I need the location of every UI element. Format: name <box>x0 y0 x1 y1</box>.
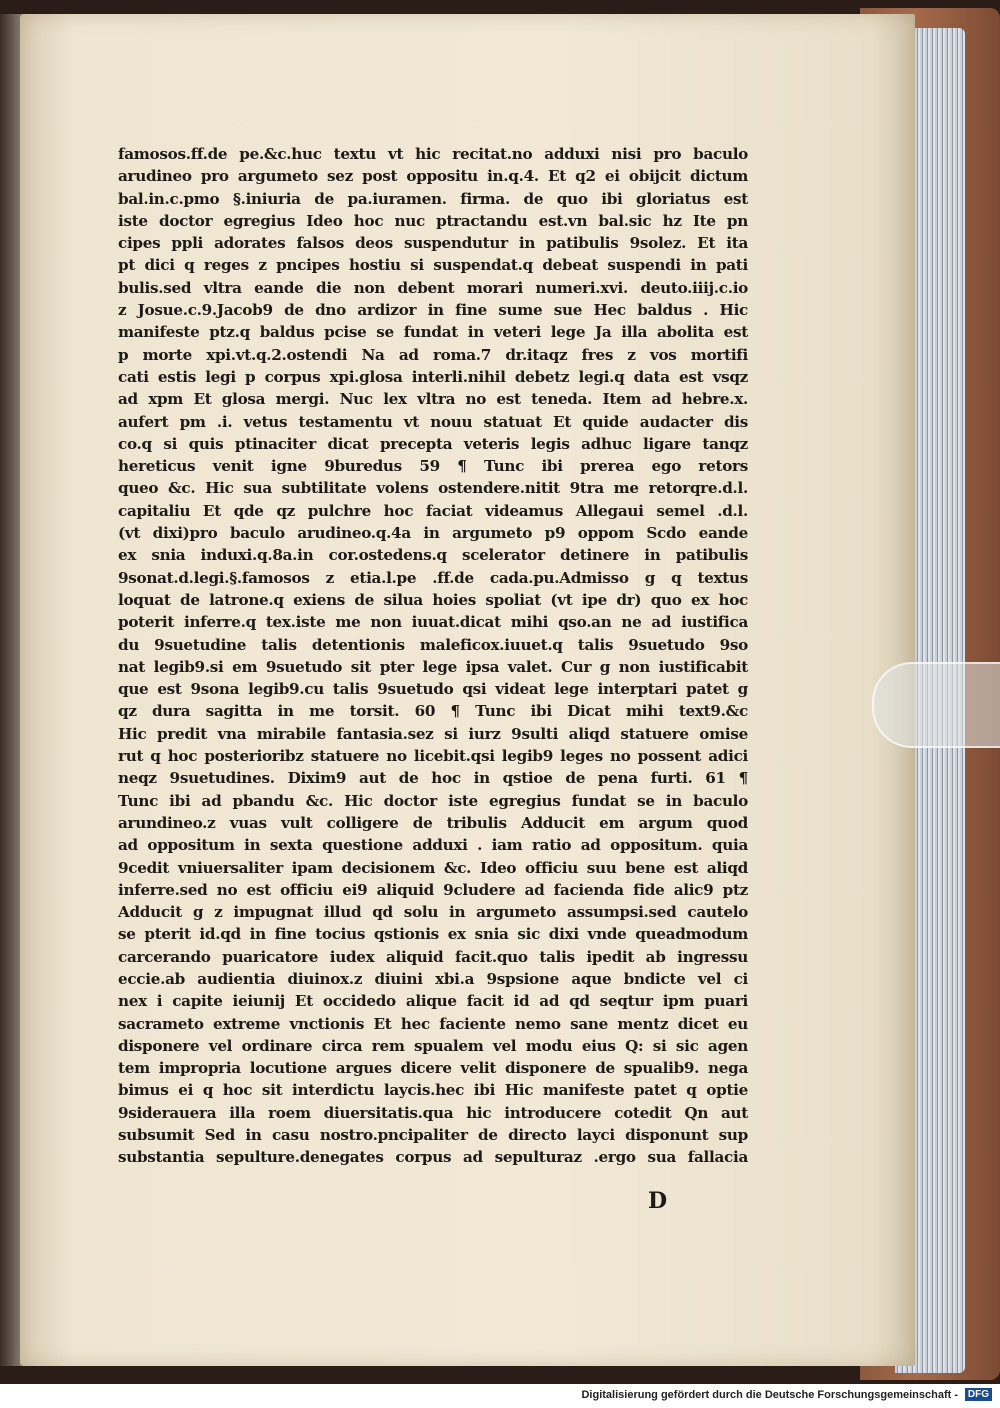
text-line: Adducit g z impugnat illud qd solu in argumeto assumpsi.sed cautelo <box>118 903 748 922</box>
dfg-logo: DFG <box>965 1388 992 1401</box>
text-line: poterit inferre.q tex.iste me non iuuat.dicat mihi qso.an ne ad iustifica <box>118 613 748 632</box>
plastic-page-clip <box>872 662 1000 748</box>
text-line: se pterit id.qd in fine tocius qstionis ex snia sic dixi vnde queadmodum <box>118 925 748 944</box>
text-line: ad xpm Et glosa mergi. Nuc lex vltra no est teneda. Item ad hebre.x. <box>118 390 748 409</box>
text-line: que est 9sona legib9.cu talis 9suetudo qsi videat lege interptari patet g <box>118 680 748 699</box>
text-line: arundineo.z vuas vult colligere de tribulis Adducit em argum quod <box>118 813 748 832</box>
text-line: disponere vel ordinare circa rem spualem vel modu eius Q: si sic agen <box>118 1036 748 1055</box>
text-line: bimus ei q hoc sit interdictu laycis.hec ibi Hic manifeste patet q optie <box>118 1081 748 1100</box>
page-text-block <box>118 143 748 1169</box>
text-line: du 9suetudine talis detentionis maleficox.iuuet.q talis 9suetudo 9so <box>118 635 748 654</box>
text-line: cati estis legi p corpus xpi.glosa interli.nihil debetz legi.q data est vsqz <box>118 367 748 386</box>
digitization-footer <box>0 1384 1000 1408</box>
signature-mark: D <box>648 1188 668 1214</box>
text-line: ad oppositum in sexta questione adduxi . iam ratio ad oppositum. quia <box>118 836 748 855</box>
text-line: eccie.ab audientia diuinox.z diuini xbi.a 9spsione aque bndicte vel ci <box>118 969 748 988</box>
text-line: rut q hoc posterioribz statuere no licebit.qsi legib9 leges no possent adici <box>118 747 748 766</box>
text-line: ex snia induxi.q.8a.in cor.ostedens.q scelerator detinere in patibulis <box>118 546 748 565</box>
text-line: 9sonat.d.legi.§.famosos z etia.l.pe .ff.de cada.pu.Admisso g q textus <box>118 568 748 587</box>
text-line: z Josue.c.9.Jacob9 de dno ardizor in fine sume sue Hec baldus . Hic <box>118 301 748 320</box>
text-line: bal.in.c.pmo §.iniuria de pa.iuramen. firma. de quo ibi gloriatus est <box>118 189 748 208</box>
text-line: 9siderauera illa roem diuersitatis.qua hic introducere cotedit Qn aut <box>118 1103 748 1122</box>
text-line: capitaliu Et qde qz pulchre hoc faciat videamus Allegaui semel .d.l. <box>118 501 748 520</box>
text-line: nex i capite ieiunij Et occidedo alique facit id ad qd seqtur ipm puari <box>118 992 748 1011</box>
text-line: aufert pm .i. vetus testamentu vt nouu statuat Et quide audacter dis <box>118 412 748 431</box>
text-line: Hic predit vna mirabile fantasia.sez si iurz 9sulti aliqd statuere omise <box>118 724 748 743</box>
text-line: Tunc ibi ad pbandu &c. Hic doctor iste egregius fundat se in baculo <box>118 791 748 810</box>
text-line: neqz 9suetudines. Dixim9 aut de hoc in qstioe de pena furti. 61 ¶ <box>118 769 748 788</box>
text-line: 9cedit vniuersaliter ipam decisionem &c. Ideo officiu suu bene est aliqd <box>118 858 748 877</box>
text-line: loquat de latrone.q exiens de silua hoies spoliat (vt ipe dr) quo ex hoc <box>118 590 748 609</box>
text-line: sacrameto extreme vnctionis Et hec faciente nemo sane mentz dicet eu <box>118 1014 748 1033</box>
text-line: inferre.sed no est officiu ei9 aliquid 9cludere ad facienda fide alic9 ptz <box>118 880 748 899</box>
text-line: carcerando puaricatore iudex aliquid facit.quo talis ipedit ab ingressu <box>118 947 748 966</box>
text-line: (vt dixi)pro baculo arudineo.q.4a in argumeto p9 oppom Scdo eande <box>118 524 748 543</box>
text-line: co.q si quis ptinaciter dicat precepta veteris legis adhuc ligare tanqz <box>118 434 748 453</box>
text-line: pt dici q reges z pncipes hostiu si suspendat.q debeat suspendi in pati <box>118 256 748 275</box>
text-line: bulis.sed vltra eande die non debent morari numeri.xvi. deuto.iiij.c.io <box>118 278 748 297</box>
text-line: manifeste ptz.q baldus pcise se fundat in veteri lege Ja illa abolita est <box>118 323 748 342</box>
text-line: tem impropria locutione argues dicere velit disponere de spualib9. nega <box>118 1059 748 1078</box>
footer-credit: Digitalisierung gefördert durch die Deutsche Forschungsgemeinschaft - <box>581 1389 958 1401</box>
text-line: hereticus venit igne 9buredus 59 ¶ Tunc ibi prerea ego retors <box>118 457 748 476</box>
text-line: substantia sepulture.denegates corpus ad sepulturaz .ergo sua fallacia <box>118 1148 748 1167</box>
text-line: arudineo pro argumeto sez post oppositu in.q.4. Et q2 ei obijcit dictum <box>118 167 748 186</box>
text-line: iste doctor egregius Ideo hoc nuc ptractandu est.vn bal.sic hz Ite pn <box>118 211 748 230</box>
text-line: subsumit Sed in casu nostro.pncipaliter de directo layci disponunt sup <box>118 1126 748 1145</box>
text-line: nat legib9.si em 9suetudo sit pter lege ipsa valet. Cur g non iustificabit <box>118 657 748 676</box>
text-line: qz dura sagitta in me torsit. 60 ¶ Tunc ibi Dicat mihi text9.&c <box>118 702 748 721</box>
text-line: famosos.ff.de pe.&c.huc textu vt hic recitat.no adduxi nisi pro baculo <box>118 145 748 163</box>
text-line: cipes ppli adorates falsos deos suspendutur in patibulis 9solez. Et ita <box>118 234 748 253</box>
text-line: queo &c. Hic sua subtilitate volens ostendere.nitit 9tra me retorqre.d.l. <box>118 479 748 498</box>
text-line: p morte xpi.vt.q.2.ostendi Na ad roma.7 dr.itaqz fres z vos mortifi <box>118 345 748 364</box>
